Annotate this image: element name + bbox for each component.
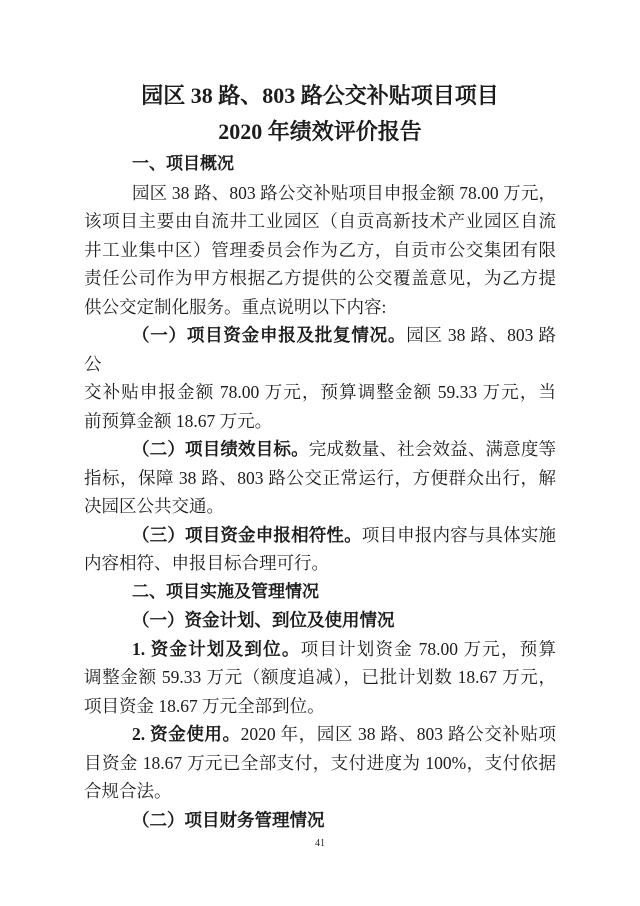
paragraph-line (84, 293, 556, 322)
emphasis-text: （三）项目资金申报相符性。 (132, 524, 362, 545)
paragraph-line (84, 749, 556, 778)
paragraph-line (84, 435, 556, 464)
body-text: 前预算金额 18.67 万元。 (84, 410, 273, 431)
subsection-heading: （二）项目财务管理情况 (132, 809, 325, 830)
subsection-heading: （一）资金计划、到位及使用情况 (132, 610, 395, 630)
page-number: 41 (315, 838, 325, 849)
body-text: 合规合法。 (84, 781, 172, 801)
body-text: 决园区公共交通。 (84, 496, 224, 516)
body-text: 园区 38 路、803 路公交补贴项目申报金额 78.00 万元， (132, 182, 556, 203)
emphasis-text: 2. 资金使用。 (132, 724, 241, 744)
paragraph-line (84, 236, 556, 265)
body-text: 项目申报内容与具体实施 (361, 524, 557, 545)
body-text: 该项目主要由自流井工业园区（自贡高新技术产业园区自流 (84, 211, 556, 231)
paragraph-line (84, 720, 556, 749)
paragraph-line (84, 321, 556, 378)
paragraph-line (84, 492, 556, 521)
body-text: 责任公司作为甲方根据乙方提供的公交覆盖意见，为乙方提 (84, 268, 556, 288)
body-text: 项目资金 18.67 万元全部到位。 (84, 695, 325, 716)
body-text: 园区 38 路、803 路公 (84, 325, 557, 374)
document-title (0, 78, 640, 150)
body-text: 2020 年，园区 38 路、803 路公交补贴项 (240, 724, 557, 744)
paragraph-line (84, 264, 556, 293)
document-title-line-1: 园区 38 路、803 路公交补贴项目项目 (141, 83, 499, 108)
body-text: 井工业集中区）管理委员会作为乙方，自贡市公交集团有限 (84, 239, 556, 260)
paragraph-line (84, 521, 556, 550)
section-heading: 二、项目实施及管理情况 (132, 581, 319, 601)
body-text: 指标，保障 38 路、803 路公交正常运行，方便群众出行，解 (84, 467, 556, 488)
body-text: 项目计划资金 78.00 万元，预算 (300, 638, 557, 659)
body-text: 内容相符、申报目标合理可行。 (84, 553, 329, 573)
paragraph-line (84, 777, 556, 806)
paragraph-line (84, 635, 556, 664)
paragraph-line (84, 378, 556, 407)
paragraph-line (84, 207, 556, 236)
document-title-line-2: 2020 年绩效评价报告 (218, 119, 422, 144)
body-text: 交补贴申报金额 78.00 万元，预算调整金额 59.33 万元，当 (84, 382, 556, 402)
section-heading: 一、项目概况 (132, 154, 234, 173)
emphasis-text: 1. 资金计划及到位。 (132, 638, 301, 659)
paragraph-line (84, 464, 556, 493)
paragraph-line (84, 663, 556, 692)
paragraph-line (84, 549, 556, 578)
emphasis-text: （一）项目资金申报及批复情况。 (132, 325, 407, 345)
body-text: 供公交定制化服务。重点说明以下内容: (84, 296, 387, 317)
paragraph-line (84, 179, 556, 208)
paragraph-line (84, 407, 556, 436)
body-text: 完成数量、社会效益、满意度等 (308, 439, 557, 459)
emphasis-text: （二）项目绩效目标。 (132, 439, 309, 459)
document-body (84, 150, 556, 834)
body-text: 目资金 18.67 万元已全部支付，支付进度为 100%，支付依据 (84, 752, 556, 773)
paragraph-line (84, 692, 556, 721)
body-text: 调整金额 59.33 万元（额度追减），已批计划数 18.67 万元， (84, 667, 556, 687)
